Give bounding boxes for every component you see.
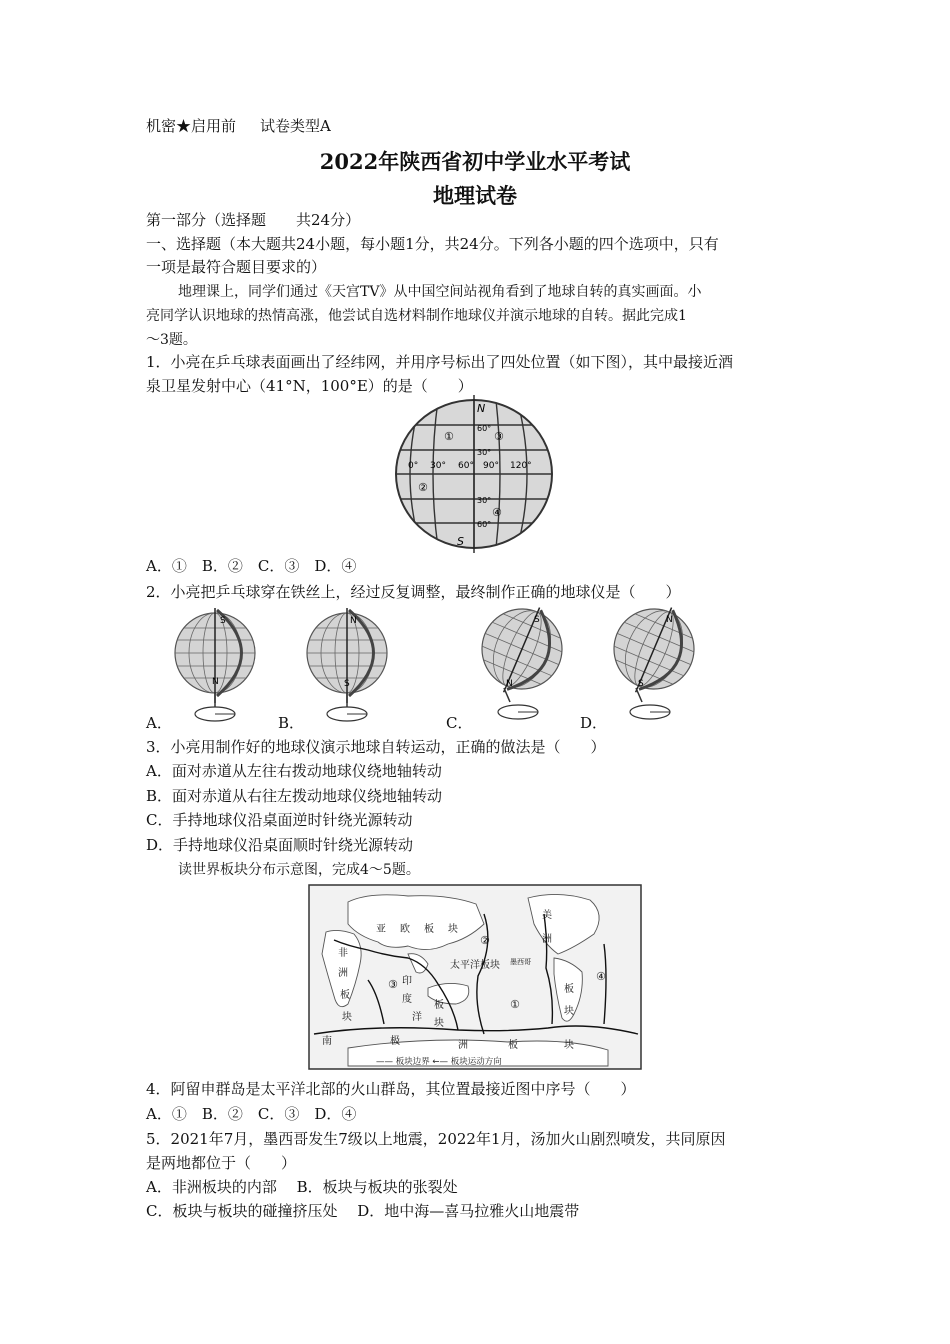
q3-option-a: A．面对赤道从左往右拨动地球仪绕地轴转动 [146, 762, 442, 780]
map-label-ban1: 板 [424, 924, 434, 935]
map-label-yang: 洋 [412, 1012, 422, 1023]
q5-line-1: 5．2021年7月，墨西哥发生7级以上地震，2022年1月，汤加火山剧烈喷发，共同原因 [146, 1130, 726, 1148]
map-label-ban5: 板 [508, 1040, 518, 1051]
globe-option-c [472, 604, 577, 726]
globe-a-top-label: S [220, 616, 226, 626]
q5-line-2: 是两地都位于（ ） [146, 1154, 297, 1172]
q2-option-a: A． [146, 714, 172, 732]
lon-30-label: 30° [430, 461, 446, 471]
map-label-ban2: 板 [340, 990, 350, 1001]
map-label-yin: 印 [402, 976, 412, 987]
map-label-kuai2: 块 [342, 1012, 352, 1023]
globe-c-top-label: S [534, 615, 540, 625]
lat-60n-label: 60° [477, 424, 492, 433]
q1-line-1: 1．小亮在乒乓球表面画出了经纬网，并用序号标出了四处位置（如下图），其中最接近酒 [146, 353, 734, 371]
marker-3: ③ [494, 430, 504, 443]
confidential-mark: 机密★启用前 试卷类型A [146, 117, 331, 135]
lat-60s-label: 60° [477, 520, 492, 529]
paper-type: 试卷类型A [260, 117, 331, 135]
graticule-globe-figure [378, 395, 570, 553]
globe-b-bottom-label: S [344, 679, 350, 689]
map-label-mexico: 墨西哥 [510, 958, 531, 966]
map-label-ya: 亚 [376, 924, 386, 935]
globe-d-bottom-label: S [638, 679, 644, 689]
map-label-nan: 南 [322, 1036, 332, 1047]
globe-option-d [604, 604, 709, 726]
q3-option-d: D．手持地球仪沿桌面顺时针绕光源转动 [146, 836, 414, 854]
lat-30s-label: 30° [477, 496, 492, 505]
q4-stem: 4．阿留申群岛是太平洋北部的火山群岛，其位置最接近图中序号（ ） [146, 1080, 636, 1098]
map-label-kuai1: 块 [448, 924, 458, 935]
map-label-ou: 欧 [400, 924, 410, 935]
map-marker-4: ④ [596, 970, 606, 983]
globe-d-top-label: N [666, 615, 673, 625]
map-label-zhou1: 洲 [338, 968, 348, 979]
map-label-kuai3: 块 [434, 1018, 444, 1029]
instruction-line-2: 一项是最符合题目要求的） [146, 258, 327, 276]
globe-option-b [300, 608, 405, 726]
q5-options-cd: C．板块与板块的碰撞挤压处 D．地中海—喜马拉雅火山地震带 [146, 1202, 580, 1220]
map-marker-1: ① [510, 998, 520, 1011]
map-label-fei: 非 [338, 948, 348, 959]
instruction-line-1: 一、选择题（本大题共24小题，每小题1分，共24分。下列各小题的四个选项中，只有 [146, 235, 719, 253]
map-label-du: 度 [402, 994, 412, 1005]
lon-90-label: 90° [483, 461, 499, 471]
lon-60-label: 60° [458, 461, 474, 471]
intro2: 读世界板块分布示意图，完成4～5题。 [178, 862, 420, 878]
map-marker-2: ② [480, 934, 490, 947]
q1-options: A．① B．② C．③ D．④ [146, 557, 357, 575]
q3-option-c: C．手持地球仪沿桌面逆时针绕光源转动 [146, 811, 413, 829]
globe-option-a [168, 608, 273, 726]
q1-line-2: 泉卫星发射中心（41°N，100°E）的是（ ） [146, 377, 473, 395]
q5-options-ab: A．非洲板块的内部 B．板块与板块的张裂处 [146, 1178, 458, 1196]
globe-south-label: S [457, 535, 464, 548]
map-legend: —— 板块边界 ←— 板块运动方向 [376, 1057, 502, 1067]
q4-options: A．① B．② C．③ D．④ [146, 1105, 357, 1123]
q2-option-c: C． [446, 714, 473, 732]
map-label-ji: 极 [390, 1036, 400, 1047]
lon-120-label: 120° [510, 461, 532, 471]
map-label-zhou3: 洲 [458, 1040, 468, 1051]
exam-title: 2022年陕西省初中学业水平考试 [319, 149, 631, 174]
lon-0-label: 0° [408, 461, 419, 471]
part1-heading: 第一部分（选择题 共24分） [146, 211, 361, 229]
marker-2: ② [418, 481, 428, 494]
q2-stem: 2．小亮把乒乓球穿在铁丝上，经过反复调整，最终制作正确的地球仪是（ ） [146, 583, 681, 601]
q3-stem: 3．小亮用制作好的地球仪演示地球自转运动，正确的做法是（ ） [146, 738, 606, 756]
map-label-kuai4: 块 [564, 1006, 574, 1017]
globe-a-bottom-label: N [212, 677, 219, 687]
globe-c-bottom-label: N [506, 679, 513, 689]
map-label-ban4: 板 [564, 984, 574, 995]
q2-option-d: D． [580, 714, 608, 732]
world-plate-map [308, 884, 642, 1070]
marker-4: ④ [492, 506, 502, 519]
intro1-line-1: 地理课上，同学们通过《天宫TV》从中国空间站视角看到了地球自转的真实画面。小 [178, 284, 702, 300]
globe-b-top-label: N [350, 616, 357, 626]
q3-option-b: B．面对赤道从右往左拨动地球仪绕地轴转动 [146, 787, 443, 805]
exam-subtitle: 地理试卷 [433, 183, 517, 208]
map-marker-3: ③ [388, 978, 398, 991]
globe-north-label: N [477, 402, 486, 415]
marker-1: ① [444, 430, 454, 443]
map-label-mei: 美 [542, 910, 552, 921]
lat-30n-label: 30° [477, 448, 492, 457]
map-label-zhou2: 洲 [542, 934, 552, 945]
map-label-ban3: 板 [434, 1000, 444, 1011]
q2-option-b: B． [278, 714, 305, 732]
intro1-line-3: ～3题。 [146, 332, 197, 348]
map-label-pacific: 太平洋板块 [450, 960, 500, 971]
map-label-kuai5: 块 [564, 1040, 574, 1051]
intro1-line-2: 亮同学认识地球的热情高涨，他尝试自选材料制作地球仪并演示地球的自转。据此完成1 [146, 308, 687, 324]
